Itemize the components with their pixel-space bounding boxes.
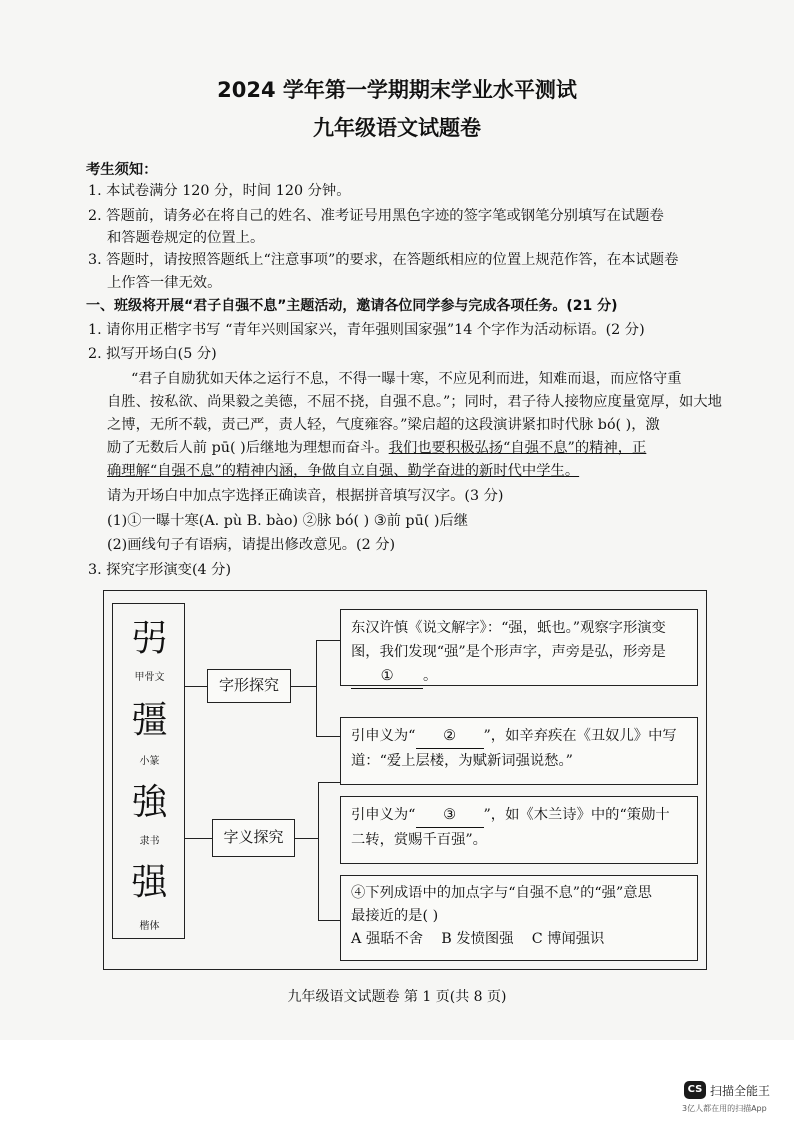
oracle-bone-caption: 甲骨文: [134, 672, 165, 683]
small-seal-caption: 小篆: [139, 756, 160, 767]
connector-line: [185, 838, 212, 839]
notice-item-3: 3. 答题时，请按照答题纸上“注意事项”的要求，在答题纸相应的位置上规范作答，在本试题卷: [88, 252, 679, 268]
box3-line2: 二转，赏赐千百强”。: [351, 832, 487, 848]
box1-tail: 。: [423, 668, 438, 684]
passage-line-4-start: 励了无数后人前 pū( )后继地为理想而奋斗。: [107, 440, 389, 456]
notice-heading: 考生须知：: [86, 162, 158, 178]
small-seal-glyph: 彊: [131, 700, 168, 741]
notice-item-2: 2. 答题前，请务必在将自己的姓名、准考证号用黑色字迹的签字笔或钢笔分别填写在试题卷: [88, 208, 664, 224]
box-meaning-1: [340, 717, 698, 785]
box4-options: [351, 928, 687, 951]
underlined-sentence-part-1: 我们也要积极弘扬“自强不息”的精神，正: [388, 440, 647, 456]
connector-line: [185, 686, 207, 687]
box-form-analysis: [340, 609, 698, 686]
oracle-bone-glyph: 弜: [131, 618, 168, 659]
box3-post: ”，如《木兰诗》中的“策勋十: [483, 807, 670, 823]
box1-line3: [351, 664, 687, 689]
clerical-glyph: 強: [131, 782, 168, 823]
question-1: 1. 请你用正楷字书写 “青年兴则国家兴，青年强则国家强”14 个字作为活动标语。(2 分): [88, 322, 645, 338]
regular-script-glyph: 强: [131, 862, 168, 903]
camscanner-name: 扫描全能王: [710, 1084, 771, 1098]
box2-line2: 道：“爱上层楼，为赋新词强说愁。”: [351, 753, 573, 769]
option-b[interactable]: B 发愤图强: [441, 931, 514, 947]
connector-line: [318, 782, 340, 783]
answer-blank-3[interactable]: ③: [416, 803, 484, 828]
box-idiom-question: [340, 875, 698, 961]
connector-line: [318, 920, 340, 921]
page-footer: 九年级语文试题卷 第 1 页(共 8 页): [287, 989, 507, 1005]
question-2-sub-2: (2)画线句子有语病，请提出修改意见。(2 分): [107, 537, 396, 553]
box3-line1: [351, 803, 687, 828]
question-3-label: 3. 探究字形演变(4 分): [88, 562, 232, 578]
question-2-label: 2. 拟写开场白(5 分): [88, 346, 217, 362]
node-form-exploration: 字形探究: [207, 669, 291, 703]
passage-line-1: “君子自励犹如天体之运行不息，不得一曝十寒，不应见利而进，知难而退，而应恪守重: [131, 371, 682, 387]
passage-line-4: [107, 438, 646, 458]
underlined-sentence-part-2: 确理解“自强不息”的精神内涵，争做自立自强、勤学奋进的新时代中学生。: [107, 463, 580, 479]
connector-line: [291, 686, 316, 687]
question-2-sub-1: (1)①一曝十寒(A. pù B. bào) ②脉 bó( ) ③前 pū( )后继: [107, 513, 469, 529]
camscanner-tagline: 3亿人都在用的扫描App: [682, 1104, 767, 1113]
option-c[interactable]: C 博闻强识: [531, 931, 605, 947]
answer-blank-2[interactable]: ②: [416, 724, 484, 749]
glyph-evolution-column: [112, 603, 185, 939]
camscanner-logo-icon: CS: [684, 1081, 706, 1099]
clerical-caption: 隶书: [139, 836, 160, 847]
box4-line1: ④下列成语中的加点字与“自强不息”的“强”意思: [351, 885, 652, 901]
passage-line-2: 自胜、按私欲、尚果毅之美德，不屈不挠，自强不息。”；同时，君子待人接物应度量宽厚，如大地: [107, 394, 722, 410]
exam-title: 2024 学年第一学期期末学业水平测试: [217, 78, 577, 102]
section-heading: 一、班级将开展“君子自强不息”主题活动，邀请各位同学参与完成各项任务。(21 分): [86, 298, 618, 314]
box1-line2: 图，我们发现“强”是个形声字，声旁是弘，形旁是: [351, 644, 666, 660]
box2-post: ”，如辛弃疾在《丑奴儿》中写: [483, 728, 677, 744]
box-meaning-2: [340, 796, 698, 864]
notice-item-2-cont: 和答题卷规定的位置上。: [107, 230, 265, 246]
regular-script-caption: 楷体: [139, 921, 160, 932]
exam-subtitle: 九年级语文试题卷: [313, 116, 481, 140]
notice-item-3-cont: 上作答一律无效。: [107, 275, 222, 291]
option-a[interactable]: A 强聒不舍: [351, 931, 424, 947]
box4-line2: 最接近的是( ): [351, 908, 439, 924]
passage-line-3: 之博，无所不载，责己严，责人轻，气度雍容。”梁启超的这段演讲紧扣时代脉 bó( )，激: [107, 417, 660, 433]
connector-line: [295, 838, 318, 839]
notice-item-1: 1. 本试卷满分 120 分，时间 120 分钟。: [88, 183, 351, 199]
connector-line: [316, 736, 340, 737]
box3-pre: 引申义为“: [351, 807, 416, 823]
connector-line: [316, 640, 340, 641]
box1-line1: 东汉许慎《说文解字》：“强，蚔也。”观察字形演变: [351, 620, 666, 636]
question-2-instruction: 请为开场白中加点字选择正确读音，根据拼音填写汉字。(3 分): [107, 488, 504, 504]
box2-line1: [351, 724, 687, 749]
node-meaning-exploration: 字义探究: [212, 819, 295, 857]
connector-line: [318, 782, 319, 920]
connector-line: [316, 640, 317, 736]
answer-blank-1[interactable]: ①: [351, 664, 423, 689]
box2-pre: 引申义为“: [351, 728, 416, 744]
